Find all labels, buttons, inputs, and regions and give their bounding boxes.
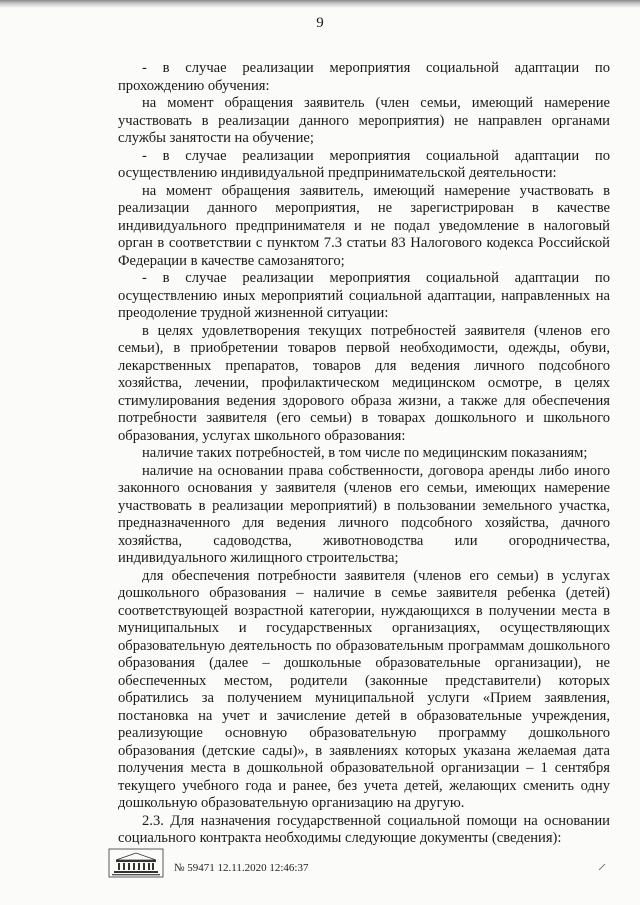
paragraph: на момент обращения заявитель (член семьи, имеющий намерение участвовать в реализации данного мероприятия) не направлен органами службы занятости на обучение;	[118, 95, 610, 146]
paragraph: - в случае реализации мероприятия социальной адаптации по прохождению обучения:	[118, 60, 610, 94]
scan-mark-icon	[597, 862, 607, 872]
document-footer	[108, 846, 578, 886]
paragraph: наличие таких потребностей, в том числе по медицинским показаниям;	[142, 445, 588, 461]
paragraph: 2.3. Для назначения государственной социальной помощи на основании социального контракта необходимы следующие документы (сведения):	[118, 812, 610, 846]
paragraph: на момент обращения заявитель, имеющий намерение участвовать в реализации данного мероприятия, не зарегистрирован в качестве индивидуального предпринимателя и не подал уведомление в налоговый орган в соответствии с пунктом 7.3 статьи 83 Налогового кодекса Российской Федерации в качестве самозанятого;	[118, 182, 610, 269]
registration-stamp: № 59471 12.11.2020 12:46:37	[174, 862, 309, 874]
page-number: 9	[316, 15, 324, 31]
paragraph: - в случае реализации мероприятия социальной адаптации по осуществлению иных мероприятий социальной адаптации, направленных на преодоление трудной жизненной ситуации:	[118, 270, 610, 321]
document-body	[118, 60, 610, 848]
scan-edge	[0, 0, 640, 8]
building-stamp-icon	[108, 848, 164, 878]
paragraph: - в случае реализации мероприятия социальной адаптации по осуществлению индивидуальной предпринимательской деятельности:	[118, 147, 610, 181]
paragraph: в целях удовлетворения текущих потребностей заявителя (членов его семьи), в приобретении товаров первой необходимости, одежды, обуви, лекарственных препаратов, товаров для ведения личного подсобного хозяйства, лечении, профилактическом медицинском осмотре, в целях стимулирования ведения здорового образа жизни, а также для обеспечения потребности заявителя (его семьи) в товарах дошкольного и школьного образования, услугах школьного образования:	[118, 322, 610, 444]
paragraph: для обеспечения потребности заявителя (членов его семьи) в услугах дошкольного образования – наличие в семье заявителя ребенка (детей) соответствующей возрастной категории, нуждающихся в получении места в муниципальных и государственных организациях, осуществляющих образовательную деятельность по образовательным программам дошкольного образования (далее – дошкольные образовательные организации), не обеспеченных местом, родители (законные представители) которых обратились за получением муниципальной услуги «Прием заявления, постановка на учет и зачисление детей в образовательные учреждения, реализующие основную образовательную программу дошкольного образования (детские сады)», в заявлениях которых указана желаемая дата получения места в дошкольной образовательной организации – 1 сентября текущего учебного года и ранее, без учета детей, желающих сменить одну дошкольную образовательную организацию на другую.	[118, 567, 610, 811]
paragraph: наличие на основании права собственности, договора аренды либо иного законного основания у заявителя (членов его семьи, имеющих намерение участвовать в реализации мероприятий) в пользовании земельного участка, предназначенного для ведения личного подсобного хозяйства, дачного хозяйства, садоводства, животноводства или огородничества, индивидуального жилищного строительства;	[118, 462, 610, 566]
